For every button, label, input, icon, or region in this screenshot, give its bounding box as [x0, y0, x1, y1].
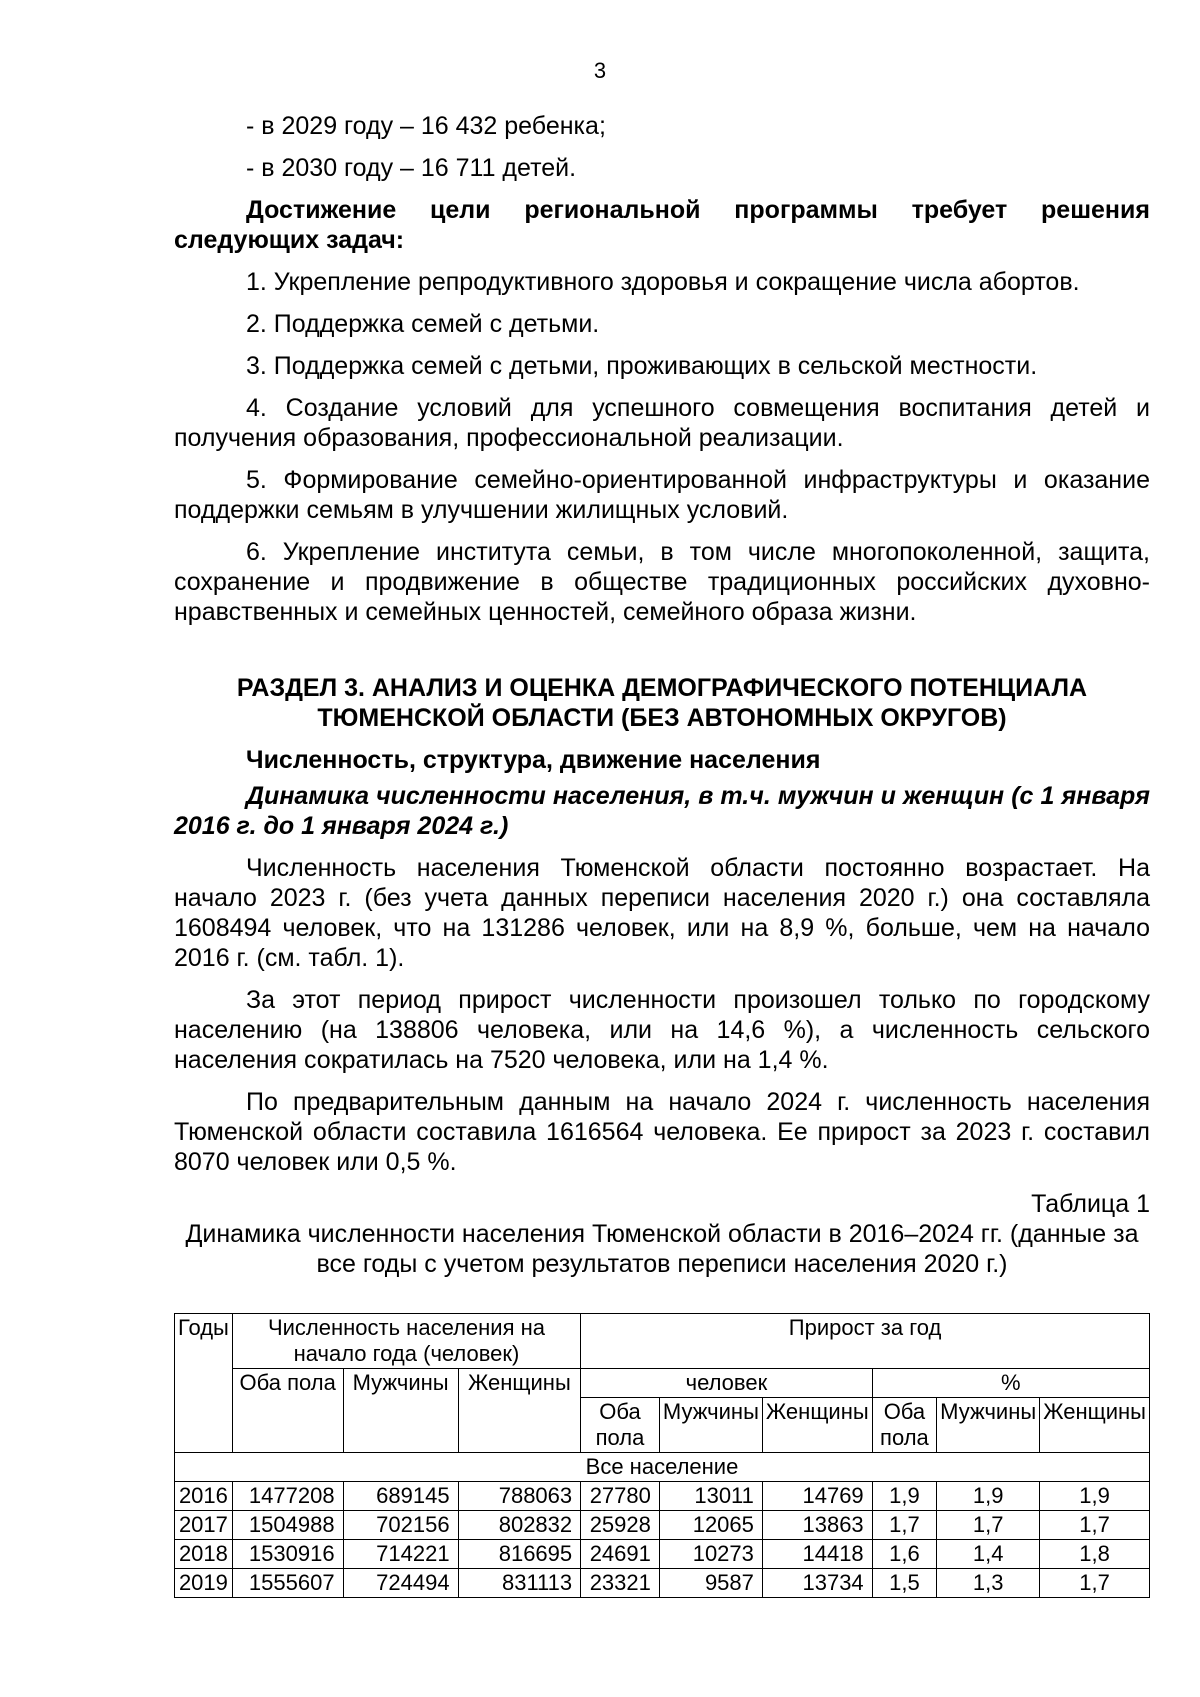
- table-row: [175, 1482, 1150, 1511]
- table-cell: 1,7: [1040, 1511, 1150, 1540]
- header-growth: Прирост за год: [581, 1314, 1150, 1369]
- header-years: Годы: [175, 1314, 233, 1453]
- table-cell: 1,7: [1040, 1569, 1150, 1598]
- table-row: [175, 1569, 1150, 1598]
- table-label: Таблица 1: [1031, 1190, 1150, 1218]
- table-cell: 1530916: [232, 1540, 343, 1569]
- table-cell: 702156: [343, 1511, 458, 1540]
- header-percent: %: [872, 1369, 1149, 1398]
- forecast-line-2030: - в 2030 году – 16 711 детей.: [246, 154, 577, 182]
- table-cell: 1,4: [937, 1540, 1040, 1569]
- header-growth-persons-both: Оба пола: [581, 1398, 660, 1453]
- table-cell: 27780: [581, 1482, 660, 1511]
- table-cell-year: 2017: [175, 1511, 233, 1540]
- table-cell: 1504988: [232, 1511, 343, 1540]
- table-cell: 816695: [458, 1540, 581, 1569]
- table-cell: 23321: [581, 1569, 660, 1598]
- paragraph-1: Численность населения Тюменской области постоянно возрастает. На начало 2023 г. (без учета данных переписи населения 2020 г.) она составляла 1608494 человек, что на 131286 человек, или на 8,9 %, больше, чем на начало 2016 г. (см. табл. 1).: [174, 854, 1150, 972]
- table-cell: 714221: [343, 1540, 458, 1569]
- table-cell: 9587: [659, 1569, 762, 1598]
- table-cell: 24691: [581, 1540, 660, 1569]
- table-cell: 1,6: [872, 1540, 937, 1569]
- header-persons: человек: [581, 1369, 873, 1398]
- tasks-intro: Достижение цели региональной программы требует решения следующих задач:: [174, 196, 1150, 254]
- page-number: 3: [593, 58, 607, 83]
- header-growth-percent-women: Женщины: [1040, 1398, 1150, 1453]
- table-row: [175, 1540, 1150, 1569]
- task-item-3: 3. Поддержка семей с детьми, проживающих в сельской местности.: [246, 352, 1038, 380]
- table-cell: 25928: [581, 1511, 660, 1540]
- header-men: Мужчины: [343, 1369, 458, 1453]
- table-cell: 788063: [458, 1482, 581, 1511]
- table-cell: 1,9: [1040, 1482, 1150, 1511]
- table-cell: 1,7: [872, 1511, 937, 1540]
- task-item-4: 4. Создание условий для успешного совмещения воспитания детей и получения образования, профессиональной реализации.: [174, 394, 1150, 452]
- table-cell: 1,9: [872, 1482, 937, 1511]
- group-row: Все население: [175, 1453, 1150, 1482]
- header-growth-percent-both: Оба пола: [872, 1398, 937, 1453]
- table-cell: 1,9: [937, 1482, 1040, 1511]
- task-item-6: 6. Укрепление института семьи, в том числе многопоколенной, защита, сохранение и продвижение в обществе традиционных российских духовно-нравственных и семейных ценностей, семейного образа жизни.: [174, 538, 1150, 626]
- table-cell: 10273: [659, 1540, 762, 1569]
- paragraph-2: За этот период прирост численности произошел только по городскому населению (на 138806 человека, или на 14,6 %), а численность сельского населения сократилась на 7520 человека, или на 1,4 %.: [174, 986, 1150, 1074]
- table-cell: 831113: [458, 1569, 581, 1598]
- table-cell-year: 2018: [175, 1540, 233, 1569]
- table-cell-year: 2016: [175, 1482, 233, 1511]
- header-both: Оба пола: [232, 1369, 343, 1453]
- italic-heading: Динамика численности населения, в т.ч. мужчин и женщин (с 1 января 2016 г. до 1 января 2024 г.): [174, 782, 1150, 840]
- section-title-line-1: РАЗДЕЛ 3. АНАЛИЗ И ОЦЕНКА ДЕМОГРАФИЧЕСКОГО ПОТЕНЦИАЛА: [236, 674, 1088, 702]
- table-body: [175, 1482, 1150, 1598]
- table-cell: 1,7: [937, 1511, 1040, 1540]
- table-cell: 724494: [343, 1569, 458, 1598]
- header-growth-percent-men: Мужчины: [937, 1398, 1040, 1453]
- table-cell: 1477208: [232, 1482, 343, 1511]
- table-cell: 1555607: [232, 1569, 343, 1598]
- table-cell: 14418: [762, 1540, 872, 1569]
- table-cell: 14769: [762, 1482, 872, 1511]
- task-item-5: 5. Формирование семейно-ориентированной инфраструктуры и оказание поддержки семьям в улучшении жилищных условий.: [174, 466, 1150, 524]
- table-cell: 1,5: [872, 1569, 937, 1598]
- subheading: Численность, структура, движение населения: [246, 746, 821, 774]
- table-row: [175, 1511, 1150, 1540]
- task-item-2: 2. Поддержка семей с детьми.: [246, 310, 600, 338]
- table-cell: 802832: [458, 1511, 581, 1540]
- section-title: [174, 673, 1150, 733]
- header-growth-persons-women: Женщины: [762, 1398, 872, 1453]
- table-cell-year: 2019: [175, 1569, 233, 1598]
- population-table: [174, 1313, 1150, 1598]
- table-cell: 1,3: [937, 1569, 1040, 1598]
- table-cell: 13011: [659, 1482, 762, 1511]
- page-content: [174, 111, 1150, 1598]
- paragraph-3: По предварительным данным на начало 2024 г. численность населения Тюменской области составила 1616564 человека. Ее прирост за 2023 г. составил 8070 человек или 0,5 %.: [174, 1088, 1150, 1176]
- table-cell: 12065: [659, 1511, 762, 1540]
- table-cell: 13734: [762, 1569, 872, 1598]
- table-cell: 1,8: [1040, 1540, 1150, 1569]
- table-caption: Динамика численности населения Тюменской области в 2016–2024 гг. (данные за все годы с учетом результатов переписи населения 2020 г.): [185, 1220, 1139, 1278]
- table-cell: 13863: [762, 1511, 872, 1540]
- task-item-1: 1. Укрепление репродуктивного здоровья и сокращение числа абортов.: [246, 268, 1080, 296]
- header-growth-persons-men: Мужчины: [659, 1398, 762, 1453]
- forecast-line-2029: - в 2029 году – 16 432 ребенка;: [246, 112, 606, 140]
- header-women: Женщины: [458, 1369, 581, 1453]
- header-population: Численность населения на начало года (человек): [232, 1314, 580, 1369]
- table-cell: 689145: [343, 1482, 458, 1511]
- section-title-line-2: ТЮМЕНСКОЙ ОБЛАСТИ (БЕЗ АВТОНОМНЫХ ОКРУГОВ): [317, 704, 1007, 732]
